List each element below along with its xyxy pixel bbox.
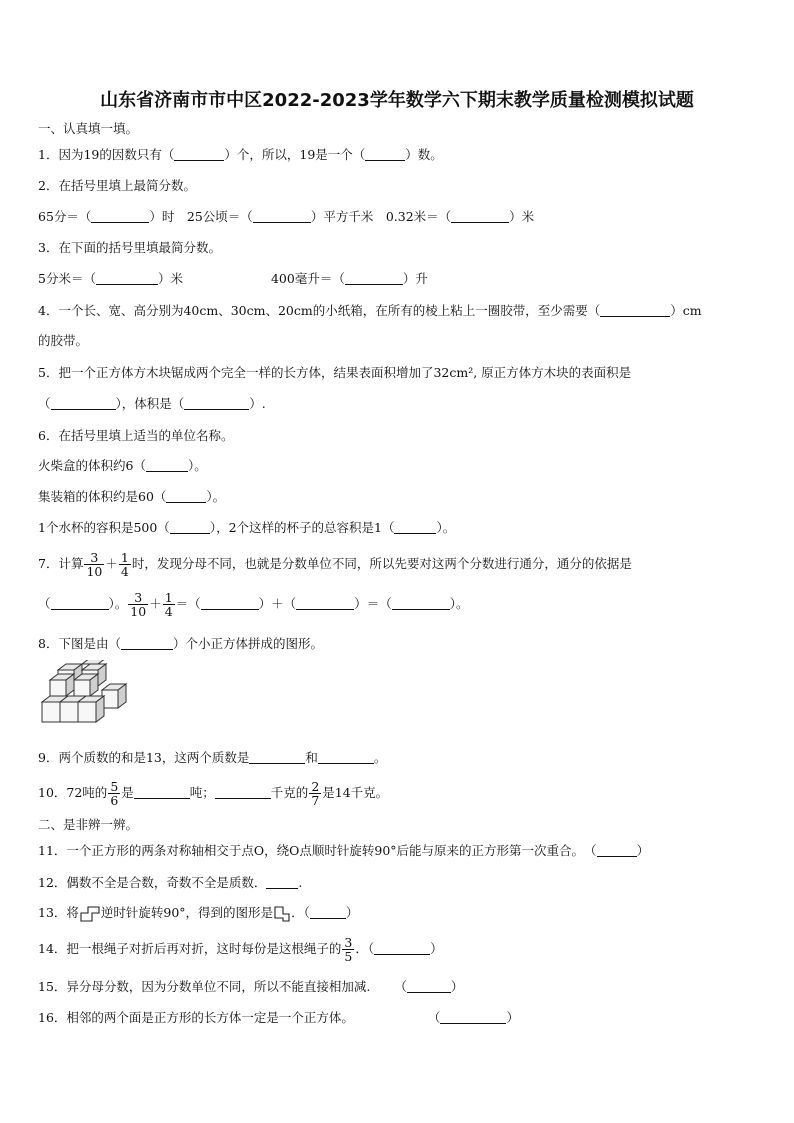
q16-text-a: 16．相邻的两个面是正方形的长方体一定是一个正方体。	[38, 1010, 354, 1025]
q6-line2-end: ）。	[206, 489, 226, 504]
q10-fraction-2	[309, 780, 321, 807]
q15-text-c: ）	[450, 979, 464, 994]
question-4-cont: 的胶带。	[38, 333, 89, 348]
q15-text-b: （	[394, 979, 407, 994]
q2-text-c: ）平方千米 0.32米＝（	[310, 209, 452, 224]
q7-blank-3[interactable]	[296, 597, 354, 610]
q10-frac2-num: 2	[311, 779, 320, 794]
question-9	[38, 749, 386, 767]
q2-text-a: 65分＝（	[38, 209, 92, 224]
q7-text-i: ）。	[449, 596, 469, 611]
q9-text-b: 和	[305, 750, 318, 765]
q14-blank-1[interactable]	[374, 942, 430, 955]
q7-frac2-num: 1	[120, 550, 129, 565]
q7-text-g: ）＋（	[258, 596, 297, 611]
q6-line3-text: 1个水杯的容积是500（	[38, 520, 170, 535]
q6-line3-end: ）。	[436, 520, 456, 535]
question-10	[38, 778, 388, 808]
q6-line1-text: 火柴盒的体积约6（	[38, 458, 146, 473]
q9-text-c: 。	[373, 750, 387, 765]
cube-figure	[38, 660, 132, 732]
q3-text-d: ）升	[402, 271, 428, 286]
q6-line2-text: 集装箱的体积约是60（	[38, 489, 167, 504]
q2-blank-2[interactable]	[253, 210, 311, 223]
q10-text-e: 是14千克。	[322, 785, 389, 800]
q11-blank-1[interactable]	[597, 844, 637, 857]
q16-text-b: （	[427, 1010, 441, 1025]
q15-text-a: 15．异分母分数，因为分数单位不同，所以不能直接相加减.	[38, 979, 371, 994]
q3-blank-1[interactable]	[96, 272, 158, 285]
q6-blank-1[interactable]	[146, 459, 188, 472]
q4-text-a: 4．一个长、宽、高分别为40cm、30cm、20cm的小纸箱，在所有的棱上粘上一圈胶带，至少需要（	[38, 303, 601, 318]
q13-text-c: ．（	[291, 905, 310, 920]
q14-text-a: 14．把一根绳子对折后再对折，这时每份是这根绳子的	[38, 941, 342, 956]
q7-text-a: 7．计算	[38, 556, 84, 571]
q1-blank-2[interactable]	[365, 148, 405, 161]
q1-blank-1[interactable]	[174, 148, 224, 161]
q7-fraction-4	[163, 591, 175, 618]
q5-text-d: ）.	[249, 396, 266, 411]
q11-text-b: ）	[636, 843, 650, 858]
q10-text-a: 10．72吨的	[38, 785, 108, 800]
q15-blank-1[interactable]	[407, 980, 451, 993]
q7-fraction-3	[128, 591, 148, 618]
question-11	[38, 842, 649, 860]
q2-blank-3[interactable]	[451, 210, 509, 223]
q12-text-a: 12．偶数不全是合数，奇数不全是质数．	[38, 875, 267, 890]
q2-blank-1[interactable]	[91, 210, 149, 223]
q5-text-c: ），体积是（	[115, 396, 185, 411]
q8-blank-1[interactable]	[121, 637, 173, 650]
question-4	[38, 302, 702, 320]
q6-blank-3[interactable]	[170, 521, 210, 534]
q7-frac4-num: 1	[164, 590, 173, 605]
question-6-item-1	[38, 457, 207, 475]
q7-plus: ＋	[105, 556, 118, 571]
question-12	[38, 874, 302, 892]
q8-text-a: 8．下图是由（	[38, 636, 121, 651]
q10-fraction-1	[108, 780, 120, 807]
q3-text-a: 5分米＝（	[38, 271, 96, 286]
q4-blank-1[interactable]	[600, 304, 670, 317]
q6-blank-2[interactable]	[166, 490, 206, 503]
section-1-heading: 一、认真填一填。	[38, 121, 139, 136]
q7-plus-2: ＋	[149, 596, 162, 611]
rotated-shape-icon	[273, 905, 291, 923]
q2-text-d: ）米	[509, 209, 535, 224]
question-6-stem: 6．在括号里填上适当的单位名称。	[38, 428, 234, 443]
q6-line1-end: ）。	[187, 458, 207, 473]
q7-text-b: 时，发现分母不同，也就是分数单位不同，所以先要对这两个分数进行通分，通分的依据是	[131, 556, 632, 571]
q16-blank-1[interactable]	[440, 1011, 506, 1024]
q10-frac2-den: 7	[311, 793, 320, 808]
q1-text-a: 1．因为19的因数只有（	[38, 147, 175, 162]
question-6-item-3	[38, 519, 455, 537]
section-2-heading: 二、是非辨一辨。	[38, 817, 139, 832]
question-7-cont	[38, 589, 468, 619]
q14-frac-den: 5	[344, 949, 353, 964]
q7-frac2-den: 4	[120, 564, 129, 579]
q7-blank-4[interactable]	[392, 597, 450, 610]
q3-text-b: ）米	[157, 271, 183, 286]
q7-text-c: （	[38, 596, 51, 611]
question-8	[38, 635, 323, 653]
q13-blank-1[interactable]	[310, 906, 346, 919]
q7-text-h: ）＝（	[354, 596, 392, 611]
question-15	[38, 978, 463, 996]
q7-blank-2[interactable]	[201, 597, 259, 610]
q7-frac1-num: 3	[84, 551, 104, 565]
q7-blank-1[interactable]	[51, 597, 109, 610]
q12-text-b: .	[298, 875, 303, 890]
q5-text-b: （	[38, 396, 51, 411]
question-5-cont	[38, 395, 266, 413]
q7-fraction-1	[84, 551, 104, 578]
q10-text-d: 千克的	[270, 785, 309, 800]
question-2-stem: 2．在括号里填上最简分数。	[38, 178, 196, 193]
q13-text-b: 逆时针旋转90°，得到的图形是	[100, 905, 274, 920]
question-1	[38, 146, 443, 164]
q7-frac3-num: 3	[128, 591, 148, 605]
q10-text-b: 是	[121, 785, 134, 800]
question-2-items	[38, 208, 534, 226]
q7-fraction-2	[119, 551, 131, 578]
question-6-item-2	[38, 488, 225, 506]
question-7	[38, 549, 632, 579]
q8-text-b: ）个小正方体拼成的图形。	[172, 636, 323, 651]
q4-text-b: ）cm	[670, 303, 702, 318]
q9-blank-2[interactable]	[318, 751, 374, 764]
q14-text-b: ．（	[355, 941, 375, 956]
q11-text-a: 11．一个正方形的两条对称轴相交于点O，绕O点顺时针旋转90°后能与原来的正方形第一次重合。 （	[38, 843, 597, 858]
q1-text-b: ）个，所以，19是一个（	[224, 147, 366, 162]
q3-text-c: 400毫升＝（	[270, 271, 345, 286]
q16-text-c: ）	[506, 1010, 519, 1025]
q14-frac-num: 3	[344, 935, 353, 950]
question-14	[38, 934, 443, 964]
q6-line3-mid: ），2个这样的杯子的总容积是1（	[209, 520, 395, 535]
q9-text-a: 9．两个质数的和是13，这两个质数是	[38, 750, 250, 765]
q14-text-c: ）	[430, 941, 443, 956]
q13-text-d: ）	[345, 905, 359, 920]
q7-frac4-den: 4	[164, 604, 173, 619]
q9-blank-1[interactable]	[249, 751, 305, 764]
question-3-stem: 3．在下面的括号里填最简分数。	[38, 240, 221, 255]
q5-blank-2[interactable]	[184, 397, 249, 410]
page-title: 山东省济南市市中区2022-2023学年数学六下期末教学质量检测模拟试题	[100, 90, 694, 111]
q10-blank-2[interactable]	[215, 786, 271, 799]
question-3-items	[38, 270, 428, 288]
q10-text-c: 吨；	[189, 785, 215, 800]
question-5: 5．把一个正方体方木块锯成两个完全一样的长方体，结果表面积增加了32cm², 原正方体方木块的表面积是	[38, 365, 632, 380]
q1-text-c: ）数。	[405, 147, 443, 162]
q3-blank-2[interactable]	[345, 272, 403, 285]
q7-frac3-den: 10	[130, 604, 147, 619]
l-shape-icon	[79, 905, 101, 923]
q7-text-e: ）。	[108, 596, 128, 611]
question-16	[38, 1009, 519, 1027]
question-13	[38, 904, 358, 923]
q10-frac1-den: 6	[110, 793, 119, 808]
q10-frac1-num: 5	[110, 779, 119, 794]
q12-blank-1[interactable]	[266, 876, 298, 889]
q2-text-b: ）时 25公顷＝（	[149, 209, 253, 224]
q7-text-f: ＝（	[175, 596, 201, 611]
q7-frac1-den: 10	[86, 564, 103, 579]
q13-text-a: 13．将	[38, 905, 79, 920]
q10-blank-1[interactable]	[134, 786, 190, 799]
q5-blank-1[interactable]	[51, 397, 116, 410]
q6-blank-4[interactable]	[394, 521, 436, 534]
q14-fraction	[342, 936, 354, 963]
